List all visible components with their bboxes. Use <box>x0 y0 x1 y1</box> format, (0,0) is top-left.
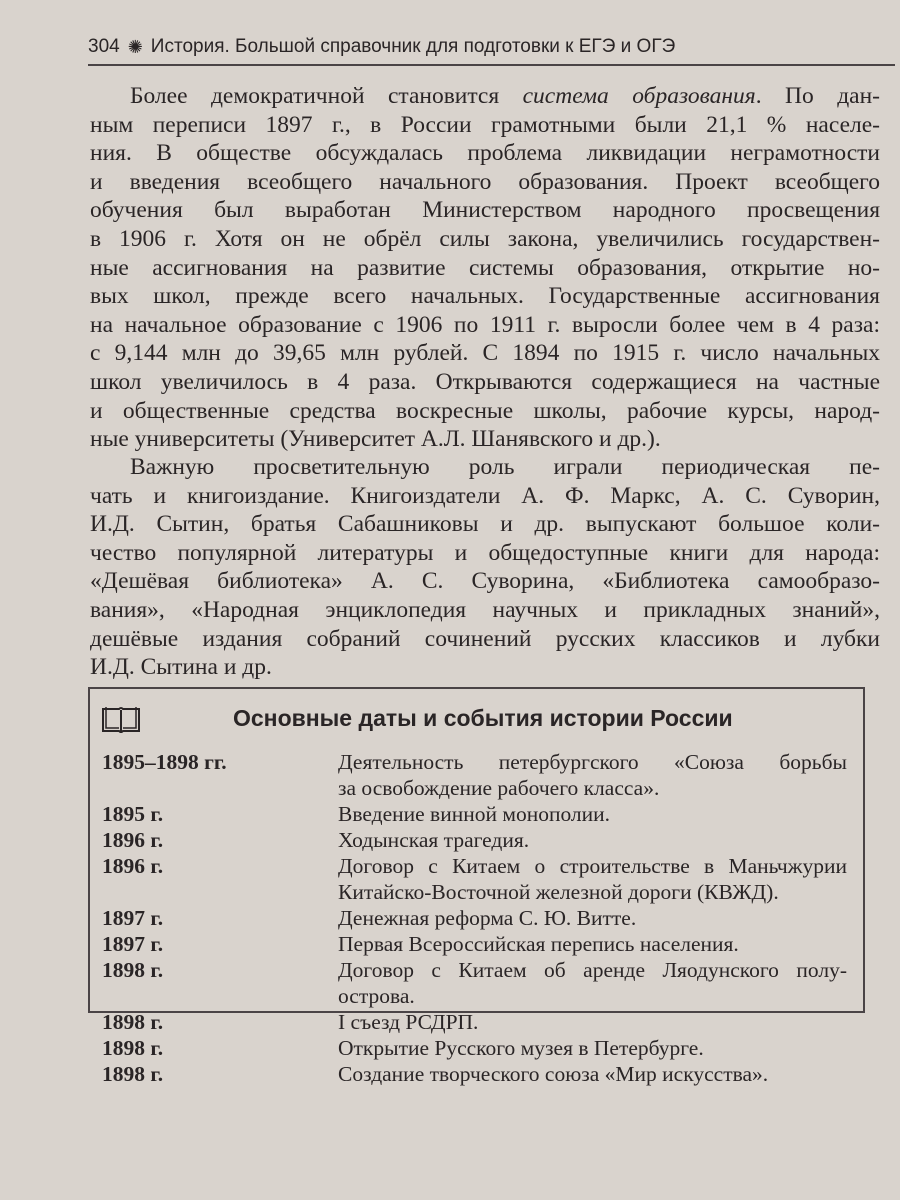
event-text-line: острова. <box>338 984 415 1008</box>
text-segment: чество популярной литературы и общедоступные книги для народа: <box>90 539 880 566</box>
text-segment: «Дешёвая библиотека» А. С. Суворина, «Библиотека самообразо- <box>90 568 880 595</box>
event-row <box>102 957 847 1009</box>
text-segment: ным переписи 1897 г., в России грамотными были 21,1 % населе- <box>90 111 880 138</box>
text-line <box>90 225 880 254</box>
event-description <box>338 1009 847 1035</box>
event-text-line: Ходынская трагедия. <box>338 828 530 852</box>
events-list <box>102 749 847 1087</box>
text-line <box>90 625 880 654</box>
text-line <box>90 196 880 225</box>
event-date: 1896 г. <box>102 828 164 852</box>
event-text-line: Первая Всероссийская перепись населения. <box>338 932 739 956</box>
text-line <box>90 397 880 426</box>
event-description <box>338 853 847 905</box>
event-text-line: Открытие Русского музея в Петербурге. <box>338 1036 704 1060</box>
paragraph-publishing <box>90 453 880 682</box>
text-line <box>90 596 880 625</box>
text-segment: И.Д. Сытин, братья Сабашниковы и др. выпускают большое коли- <box>90 511 880 538</box>
event-text-line: за освобождение рабочего класса». <box>338 776 660 800</box>
event-text-line: I съезд РСДРП. <box>338 1010 479 1034</box>
event-text-line: Введение винной монополии. <box>338 802 611 826</box>
text-line <box>90 653 880 682</box>
event-description <box>338 931 847 957</box>
event-text-line: Договор с Китаем об аренде Ляодунского полу- <box>338 958 847 982</box>
text-segment: И.Д. Сытина и др. <box>90 654 272 681</box>
asterisk-icon: ✺ <box>127 36 143 57</box>
event-description <box>338 801 847 827</box>
event-text-line: Договор с Китаем о строительстве в Маньчжурии <box>338 854 847 878</box>
text-segment: вания», «Народная энциклопедия научных и прикладных знаний», <box>90 596 880 623</box>
event-text-line: Китайско-Восточной железной дороги (КВЖД). <box>338 880 779 904</box>
event-text-line: Деятельность петербургского «Союза борьбы <box>338 750 847 774</box>
text-line <box>90 168 880 197</box>
event-text-line: Денежная реформа С. Ю. Витте. <box>338 906 637 930</box>
text-line <box>90 425 880 454</box>
text-line <box>90 539 880 568</box>
event-text-line: Создание творческого союза «Мир искусства». <box>338 1062 769 1086</box>
page-header <box>88 30 895 66</box>
text-line <box>90 282 880 311</box>
book-title: История. Большой справочник для подготовки к ЕГЭ и ОГЭ <box>150 36 676 57</box>
event-date: 1898 г. <box>102 1036 164 1060</box>
event-date: 1898 г. <box>102 1062 164 1086</box>
text-segment: . По дан- <box>755 83 880 109</box>
text-segment: Более демократичной становится <box>130 83 523 109</box>
text-segment: чать и книгоиздание. Книгоиздатели А. Ф. Маркс, А. С. Суворин, <box>90 482 880 509</box>
text-segment: школ увеличилось в 4 раза. Открываются содержащиеся на частные <box>90 368 880 395</box>
event-row <box>102 1009 847 1035</box>
text-line <box>90 311 880 340</box>
event-row <box>102 905 847 931</box>
text-line <box>90 510 880 539</box>
event-date: 1898 г. <box>102 1010 164 1034</box>
text-line <box>90 339 880 368</box>
text-line <box>90 82 880 111</box>
event-row <box>102 931 847 957</box>
event-row <box>102 749 847 801</box>
event-date: 1897 г. <box>102 932 164 956</box>
text-segment: Важную просветительную роль играли периодическая пе- <box>130 454 880 480</box>
page-number: 304 <box>88 36 120 57</box>
event-row <box>102 853 847 905</box>
text-segment: обучения был выработан Министерством народного просвещения <box>90 197 880 224</box>
text-line <box>90 111 880 140</box>
event-date: 1897 г. <box>102 906 164 930</box>
event-description <box>338 1035 847 1061</box>
event-description <box>338 749 847 801</box>
event-description <box>338 957 847 1009</box>
event-description <box>338 1061 847 1087</box>
text-line <box>90 254 880 283</box>
text-line <box>90 567 880 596</box>
key-dates-box <box>88 687 865 1086</box>
text-segment: в 1906 г. Хотя он не обрёл силы закона, увеличились государствен- <box>90 225 880 252</box>
text-line <box>90 139 880 168</box>
paragraph-education <box>90 82 880 454</box>
event-description <box>338 905 847 931</box>
text-line <box>90 453 880 482</box>
event-row <box>102 827 847 853</box>
event-row <box>102 801 847 827</box>
text-segment: ные ассигнования на развитие системы образования, открытие но- <box>90 254 880 281</box>
text-segment: на начальное образование с 1906 по 1911 г. выросли более чем в 4 раза: <box>90 311 880 338</box>
text-segment: с 9,144 млн до 39,65 млн рублей. С 1894 по 1915 г. число начальных <box>90 340 880 367</box>
event-date: 1898 г. <box>102 958 164 982</box>
text-segment: и введения всеобщего начального образования. Проект всеобщего <box>90 168 880 195</box>
text-segment: ния. В обществе обсуждалась проблема ликвидации неграмотности <box>90 140 880 167</box>
event-date: 1895–1898 гг. <box>102 750 227 774</box>
event-date: 1895 г. <box>102 802 164 826</box>
event-description <box>338 827 847 853</box>
text-segment: ные университеты (Университет А.Л. Шанявского и др.). <box>90 426 661 453</box>
text-segment: вых школ, прежде всего начальных. Государственные ассигнования <box>90 283 880 310</box>
italic-term: система образования <box>522 83 756 109</box>
text-line <box>90 482 880 511</box>
text-segment: дешёвые издания собраний сочинений русских классиков и лубки <box>90 625 880 652</box>
event-date: 1896 г. <box>102 854 164 878</box>
box-header <box>90 701 863 741</box>
box-title: Основные даты и события истории России <box>233 705 733 731</box>
book-icon <box>100 705 142 735</box>
event-row <box>102 1061 847 1087</box>
text-line <box>90 368 880 397</box>
event-row <box>102 1035 847 1061</box>
text-segment: и общественные средства воскресные школы, рабочие курсы, народ- <box>90 397 880 424</box>
